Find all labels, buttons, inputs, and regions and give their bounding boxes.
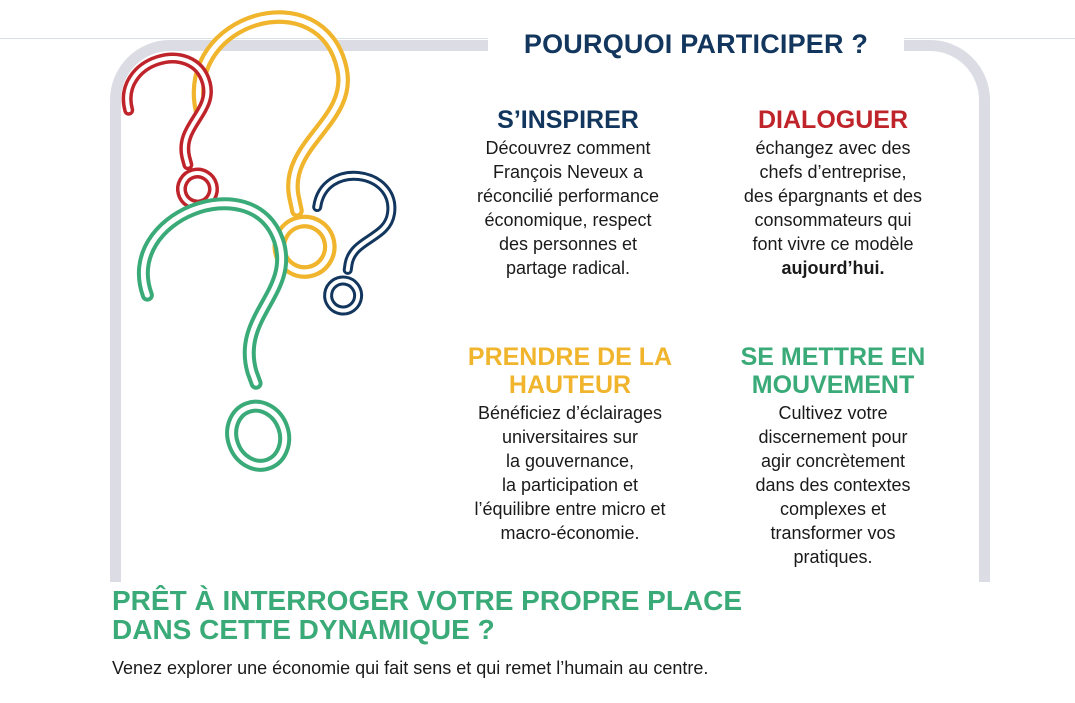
page-title: POURQUOI PARTICIPER ? <box>523 29 869 59</box>
question-mark-navy-icon <box>303 171 395 315</box>
benefit-heading: DIALOGUER <box>758 106 908 134</box>
question-mark-red-icon <box>118 50 236 217</box>
benefit-heading: S’INSPIRER <box>497 106 639 134</box>
cta-title: PRÊT À INTERROGER VOTRE PROPRE PLACE DANS CETTE DYNAMIQUE ? <box>112 585 743 645</box>
benefit-dialoguer <box>718 106 948 280</box>
benefit-text: échangez avec des chefs d’entreprise, des épargnants et des consommateurs qui font vivre ce modèle aujourd’hui. <box>743 138 923 278</box>
question-marks-illustration <box>0 0 430 500</box>
benefit-heading: SE METTRE EN MOUVEMENT <box>740 343 926 399</box>
benefit-inspirer <box>448 106 688 280</box>
benefit-se-mettre-en-mouvement <box>718 343 948 569</box>
benefit-text: Découvrez comment François Neveux a réconcilié performance économique, respect des personnes et partage radical. <box>476 138 660 278</box>
benefit-heading: PRENDRE DE LA HAUTEUR <box>467 343 673 399</box>
benefit-text: Cultivez votre discernement pour agir concrètement dans des contextes complexes et transformer vos pratiques. <box>755 403 911 567</box>
emphasis-text: aujourd’hui. <box>781 258 885 278</box>
benefit-prendre-de-la-hauteur <box>446 343 694 545</box>
benefit-text: Bénéficiez d’éclairages universitaires sur la gouvernance, la participation et l’équilibre entre micro et macro-économie. <box>474 403 666 543</box>
title-badge <box>488 22 904 66</box>
cta-subtitle: Venez explorer une économie qui fait sens et qui remet l’humain au centre. <box>112 658 709 678</box>
